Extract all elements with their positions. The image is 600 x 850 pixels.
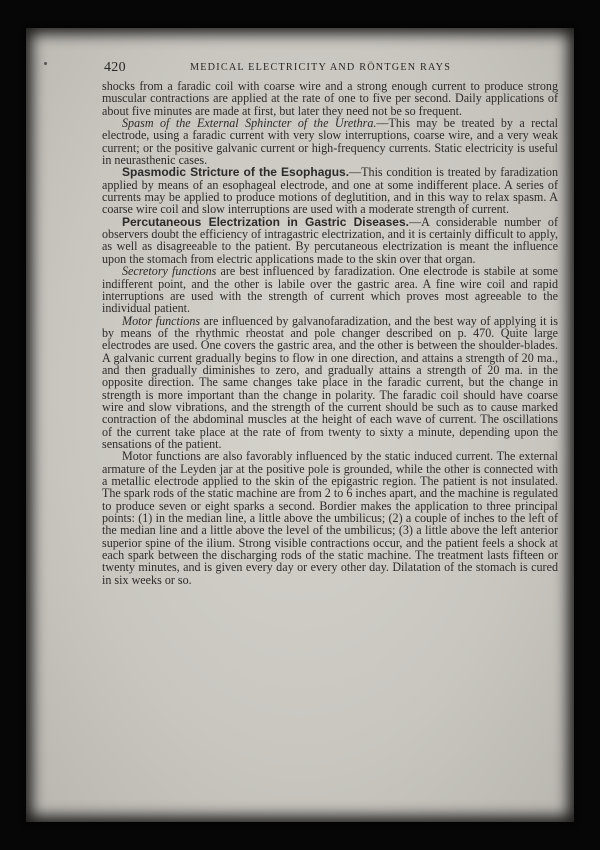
heading-secretory: Secretory functions (122, 264, 217, 279)
paragraph-urethra: Spasm of the External Sphincter of the Urethra.—This may be treated by a rectal electrode, using a faradic current with very slow interruptions, coarse wire, and a very weak current; or the positive galvanic current or high-frequency currents. Static electricity is useful in neurasthenic cases. (102, 116, 558, 168)
paragraph-static: Motor functions are also favorably influenced by the static induced current. The external armature of the Leyden jar at the positive pole is grounded, while the other is connected with a metallic electrode applied to the skin of the epigastric region. The patient is not insulated. The spark rods of the static machine are from 2 to 6 inches apart, and the machine is regulated to produce seven or eight sparks a second. Bordier makes the application to three principal points: (1) in the median line, a little above the umbilicus; (2) a couple of inches to the left of the median line and a little above the level of the umbilicus; (3) a little above the left anterior superior spine of the ilium. Strong visible contractions occur, and the patient feels a shock at each spark between the discharging rods of the static machine. The treatment lasts fifteen or twenty minutes, and is given every day or every other day. Dilatation of the stomach is cured in six weeks or so. (102, 449, 558, 587)
book-page (26, 28, 574, 822)
running-title: MEDICAL ELECTRICITY AND RÖNTGEN RAYS (190, 62, 452, 73)
paragraph-motor: Motor functions are influenced by galvanofaradization, and the best way of applying it is by means of the rhythmic rheostat and pole changer described on p. 470. Quite large electrodes are used. One covers the gastric area, and the other is between the shoulder-blades. A galvanic current gradually begins to flow in one direction, and attains a strength of 20 ma., and then gradually diminishes to zero, and gradually attains a strength of 20 ma. in the opposite direction. The same changes take place in the faradic current, but the change in strength is more important than the change in polarity. The faradic coil should have coarse wire and slow vibrations, and the strength of the current should be such as to cause marked contraction of the abdominal muscles at the height of each wave of current. The oscillations of the current take place at the rate of from twenty to sixty a minute, depending upon the sensations of the patient. (102, 313, 558, 451)
paragraph-secretory: Secretory functions are best influenced by faradization. One electrode is stabile at some indifferent point, and the other is labile over the gastric area. A fine wire coil and rapid interruptions are used with the strength of current which proves most agreeable to the individual patient. (102, 264, 558, 316)
page-body (102, 80, 558, 586)
paragraph-percutaneous: Percutaneous Electrization in Gastric Diseases.—A considerable number of observers doubt the efficiency of intragastric electrization, and it is certainly difficult to apply, as well as disagreeable to the patient. By percutaneous electrization is meant the influence upon the stomach from electric applications made to the skin over that organ. (102, 214, 558, 266)
heading-percutaneous: Percutaneous Electrization in Gastric Diseases. (122, 214, 409, 229)
paragraph-esophagus: Spasmodic Stricture of the Esophagus.—This condition is treated by faradization applied by means of an esophageal electrode, and one at some indifferent place. A series of currents may be applied to produce motions of deglutition, and in this way to relax spasm. A coarse wire coil and slow interruptions are used with a moderate strength of current. (102, 165, 558, 217)
heading-esophagus: Spasmodic Stricture of the Esophagus. (122, 165, 350, 180)
heading-urethra: Spasm of the External Sphincter of the Urethra. (122, 116, 377, 131)
page-speck (44, 62, 47, 65)
page-header (104, 60, 558, 80)
heading-motor: Motor functions (122, 313, 201, 328)
page-number: 420 (104, 60, 126, 75)
paragraph-1: shocks from a faradic coil with coarse wire and a strong enough current to produce strong muscular contractions are applied at the rate of one to five per second. Daily applications of about five minutes are made at first, but later they need not be so frequent. (102, 79, 558, 118)
